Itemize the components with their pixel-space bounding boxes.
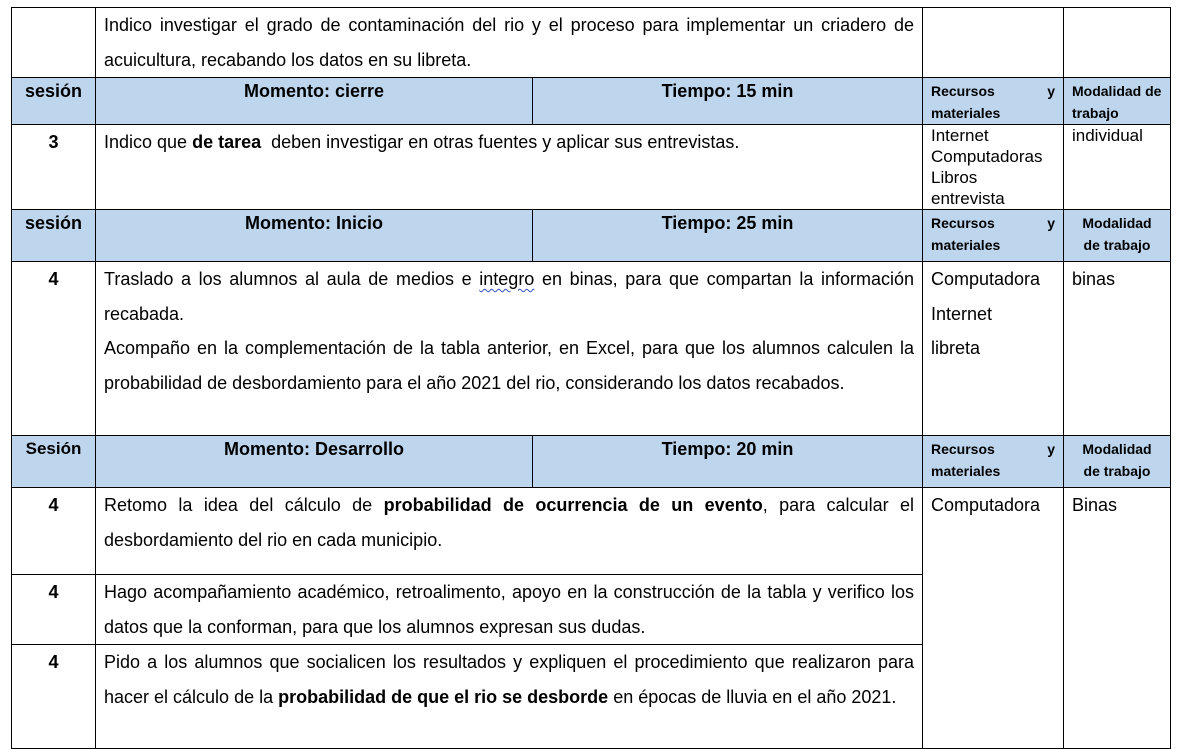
resource-item: entrevista: [931, 189, 1005, 208]
resource-item: Libros: [931, 168, 978, 187]
resources-header-materials: materiales: [931, 237, 1001, 253]
activity-text-part: Traslado a los alumnos al aula de medios e: [104, 269, 480, 289]
session-number: 4: [12, 645, 96, 749]
activity-text-bold: probabilidad de que el rio se desborde: [278, 686, 609, 707]
activity-text-part: Indico que: [104, 132, 193, 152]
table-row: [12, 8, 1171, 78]
resources-header-materials: materiales: [931, 105, 1001, 121]
activity-text: [96, 262, 923, 436]
time-header: Tiempo: 20 min: [533, 436, 923, 488]
activity-text: [96, 645, 923, 749]
spellcheck-word: integro: [479, 269, 535, 289]
header-row-inicio: [12, 210, 1171, 262]
resources-header-materials: materiales: [931, 463, 1001, 479]
activity-text-bold: de tarea: [192, 132, 262, 152]
activity-text-part: en épocas de lluvia en el año 2021.: [608, 686, 897, 707]
activity-text-part: , para calcular el desbordamiento del rio en cada municipio.: [104, 495, 914, 550]
activity-text-bold: probabilidad de ocurrencia de un evento: [383, 495, 763, 515]
resources-cell: Computadora: [923, 488, 1064, 749]
empty-session-cell: [12, 8, 96, 78]
header-row-desarrollo: [12, 436, 1171, 488]
modality-header: [1064, 210, 1171, 262]
table-row: [12, 125, 1171, 210]
time-header: Tiempo: 25 min: [533, 210, 923, 262]
resources-cell: [923, 262, 1064, 436]
session-number: 4: [12, 262, 96, 436]
activity-text: Indico investigar el grado de contaminación del rio y el proceso para implementar un criadero de acuicultura, recabando los datos en su libreta.: [96, 8, 923, 78]
modality-header-line: de trabajo: [1083, 463, 1151, 479]
empty-resources-cell: [923, 8, 1064, 78]
modality-cell: Binas: [1064, 488, 1171, 749]
resources-header-word: Recursos: [931, 83, 995, 99]
activity-paragraph: [104, 262, 914, 331]
moment-header: Momento: cierre: [96, 78, 533, 125]
moment-header: Momento: Inicio: [96, 210, 533, 262]
activity-text: [96, 488, 923, 575]
modality-header-line: Modalidad: [1082, 441, 1152, 457]
resources-header-y: y: [1047, 83, 1055, 99]
activity-text-part: Pido a los alumnos que socialicen los resultados y expliquen el procedimiento que realizaron para hacer el cálculo de la: [104, 652, 914, 707]
header-row-cierre: [12, 78, 1171, 125]
lesson-plan-table: [11, 7, 1171, 749]
resources-header: [923, 78, 1064, 125]
lesson-plan-table-wrapper: [11, 7, 1171, 749]
session-number: 3: [12, 125, 96, 210]
resource-item: libreta: [931, 338, 981, 358]
modality-cell: individual: [1064, 125, 1171, 210]
empty-modality-cell: [1064, 8, 1171, 78]
modality-header: [1064, 436, 1171, 488]
activity-text: Hago acompañamiento académico, retroalimento, apoyo en la construcción de la tabla y verifico los datos que la conforman, para que los alumnos expresan sus dudas.: [96, 575, 923, 645]
resource-item: Computadora: [931, 269, 1041, 289]
resources-cell: [923, 125, 1064, 210]
resources-header-y: y: [1047, 215, 1055, 231]
table-row: [12, 488, 1171, 575]
activity-paragraph: Acompaño en la complementación de la tabla anterior, en Excel, para que los alumnos calculen la probabilidad de desbordamiento para el año 2021 del rio, considerando los datos recabados.: [104, 338, 914, 393]
activity-text-part: en binas, para que compartan la información recabada.: [104, 269, 915, 324]
session-header: Sesión: [12, 436, 96, 488]
resources-header-word: Recursos: [931, 441, 995, 457]
session-header: sesión: [12, 78, 96, 125]
modality-header-line: Modalidad: [1082, 215, 1152, 231]
session-number: 4: [12, 575, 96, 645]
table-row: [12, 262, 1171, 436]
session-header: sesión: [12, 210, 96, 262]
resource-item: Internet: [931, 126, 989, 145]
session-number: 4: [12, 488, 96, 575]
resources-header-word: Recursos: [931, 215, 995, 231]
moment-header: Momento: Desarrollo: [96, 436, 533, 488]
activity-text: [96, 125, 923, 210]
resource-item: Computadoras: [931, 147, 1043, 166]
activity-text-part: deben investigar en otras fuentes y aplicar sus entrevistas.: [261, 132, 740, 152]
activity-text-part: Retomo la idea del cálculo de: [104, 495, 384, 515]
modality-header-line: de trabajo: [1083, 237, 1151, 253]
time-header: Tiempo: 15 min: [533, 78, 923, 125]
resources-header: [923, 210, 1064, 262]
resources-header-y: y: [1047, 441, 1055, 457]
resources-header: [923, 436, 1064, 488]
modality-header: Modalidad de trabajo: [1064, 78, 1171, 125]
modality-cell: binas: [1064, 262, 1171, 436]
resource-item: Internet: [931, 303, 993, 324]
